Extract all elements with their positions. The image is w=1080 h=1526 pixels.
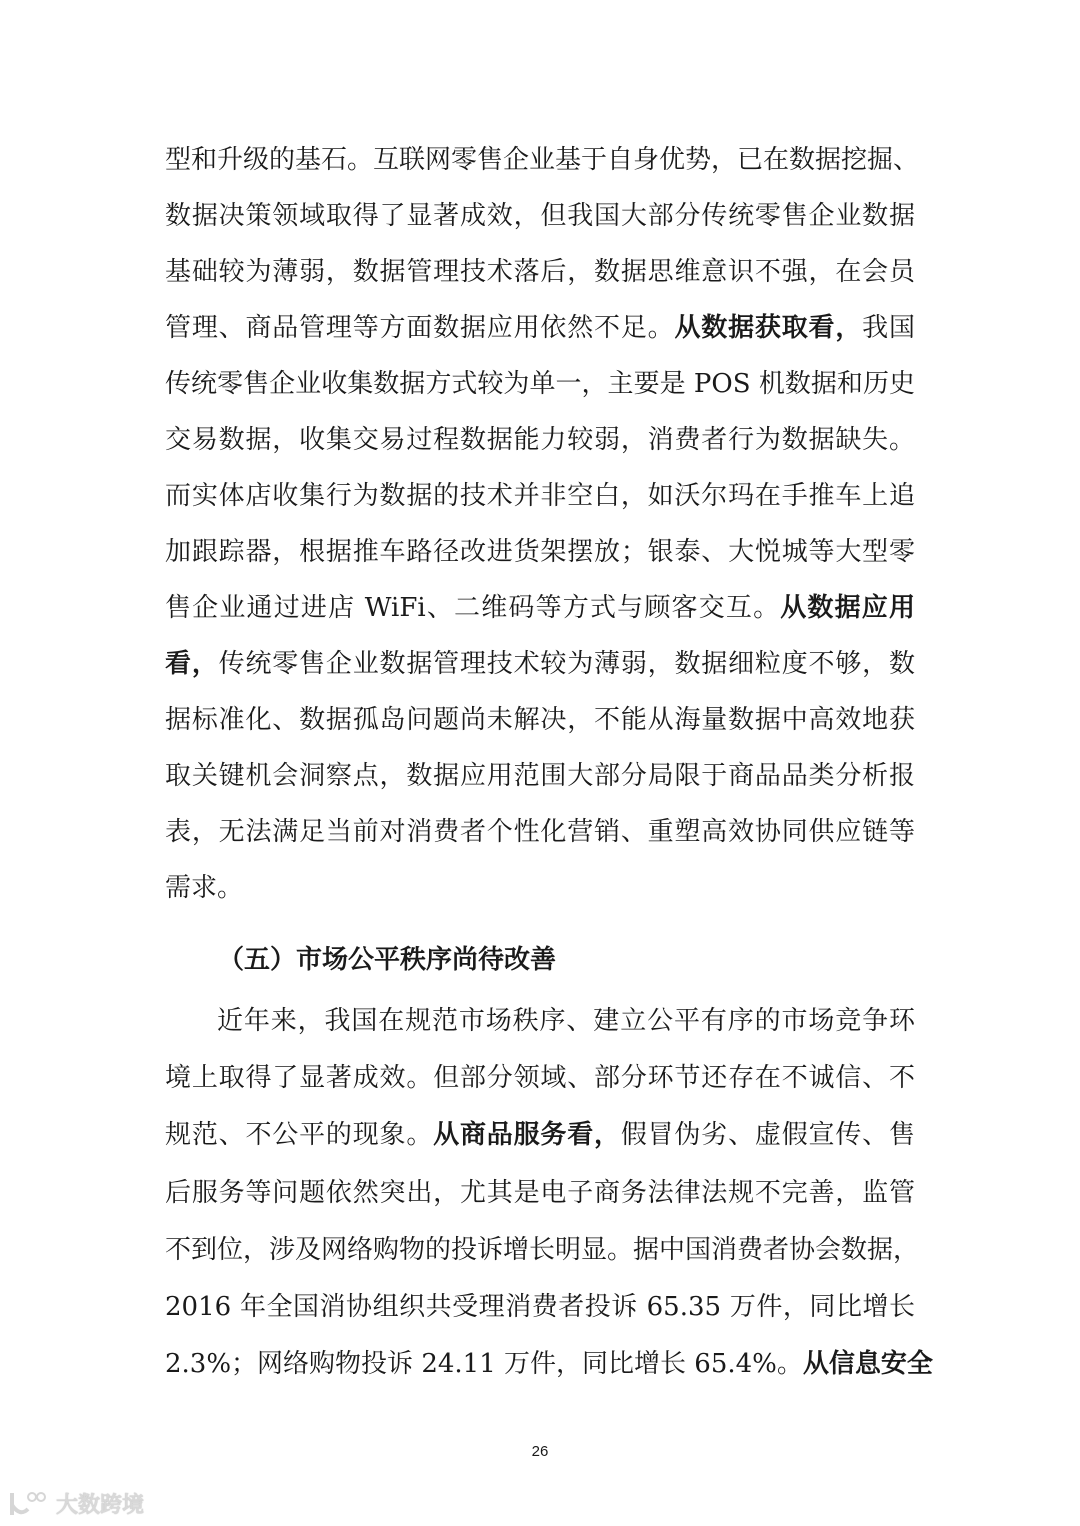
text-segment: 数据决策领域取得了显著成效，但我国大部分传统零售企业数据	[165, 201, 915, 231]
text-segment: 假冒伪劣、虚假宣传、售	[620, 1120, 915, 1151]
text-line	[165, 1279, 915, 1336]
watermark-logo-icon	[8, 1489, 48, 1519]
text-segment: 需求。	[165, 873, 244, 903]
text-line	[165, 1050, 915, 1107]
text-segment: 交易数据，收集交易过程数据能力较弱，消费者行为数据缺失。	[165, 425, 915, 455]
watermark-text: 大数跨境	[56, 1493, 145, 1518]
text-segment: 后服务等问题依然突出，尤其是电子商务法律法规不完善，监管	[165, 1177, 915, 1208]
text-line	[165, 1107, 915, 1164]
text-line	[165, 412, 915, 468]
text-segment: 近年来，我国在规范市场秩序、建立公平有序的市场竞争环	[217, 1006, 915, 1036]
text-line	[165, 636, 915, 692]
text-segment: 不到位，涉及网络购物的投诉增长明显。据中国消费者协会数据，	[165, 1234, 920, 1265]
text-segment: 我国	[862, 313, 915, 343]
paragraph-market-order	[165, 993, 933, 1393]
text-line	[165, 300, 915, 356]
text-line	[165, 244, 915, 300]
text-line	[165, 132, 920, 188]
text-segment: 境上取得了显著成效。但部分领域、部分环节还存在不诚信、不	[165, 1063, 915, 1094]
text-segment: 表，无法满足当前对消费者个性化营销、重塑高效协同供应链等	[165, 817, 915, 847]
bold-lead-phrase: 从商品服务看，	[433, 1120, 621, 1151]
text-segment: 2016 年全国消协组织共受理消费者投诉 65.35 万件，同比增长	[165, 1291, 915, 1322]
text-segment: 传统零售企业收集数据方式较为单一，主要是 POS 机数据和历史	[165, 369, 915, 399]
text-segment: 而实体店收集行为数据的技术并非空白，如沃尔玛在手推车上追	[165, 481, 915, 511]
bold-lead-phrase: 从信息安全	[802, 1349, 933, 1380]
text-line	[165, 524, 915, 580]
text-segment: 据标准化、数据孤岛问题尚未解决，不能从海量数据中高效地获	[165, 705, 915, 735]
text-segment: 取关键机会洞察点，数据应用范围大部分局限于商品品类分析报	[165, 761, 915, 791]
text-line	[165, 804, 915, 860]
text-line	[165, 188, 915, 244]
bold-lead-phrase: 从数据获取看，	[674, 313, 863, 343]
text-line	[165, 1336, 933, 1393]
text-segment: 2.3%；网络购物投诉 24.11 万件，同比增长 65.4%。	[165, 1349, 803, 1380]
text-line	[165, 993, 915, 1050]
text-line	[165, 1165, 915, 1222]
text-segment: 售企业通过进店 WiFi、二维码等方式与顾客交互。	[165, 593, 781, 623]
text-line	[165, 748, 915, 804]
text-line	[165, 1222, 920, 1279]
text-line	[165, 692, 915, 748]
text-segment: 管理、商品管理等方面数据应用依然不足。	[165, 313, 675, 343]
text-line	[165, 580, 915, 636]
bold-lead-phrase: 从数据应用	[780, 593, 915, 623]
page-number: 26	[531, 1443, 549, 1460]
text-line	[165, 356, 915, 412]
bold-lead-phrase: 看，	[165, 649, 219, 679]
watermark	[8, 1488, 144, 1519]
text-segment: 型和升级的基石。互联网零售企业基于自身优势，已在数据挖掘、	[165, 145, 920, 175]
text-line	[165, 468, 915, 524]
text-segment: 基础较为薄弱，数据管理技术落后，数据思维意识不强，在会员	[165, 257, 915, 287]
text-segment: 加跟踪器，根据推车路径改进货架摆放；银泰、大悦城等大型零	[165, 537, 915, 567]
text-segment: 规范、不公平的现象。	[165, 1120, 434, 1151]
text-segment: 传统零售企业数据管理技术较为薄弱，数据细粒度不够，数	[218, 649, 915, 679]
paragraph-data-management	[165, 132, 920, 916]
section-heading: （五）市场公平秩序尚待改善	[218, 945, 557, 975]
text-line	[165, 860, 915, 916]
